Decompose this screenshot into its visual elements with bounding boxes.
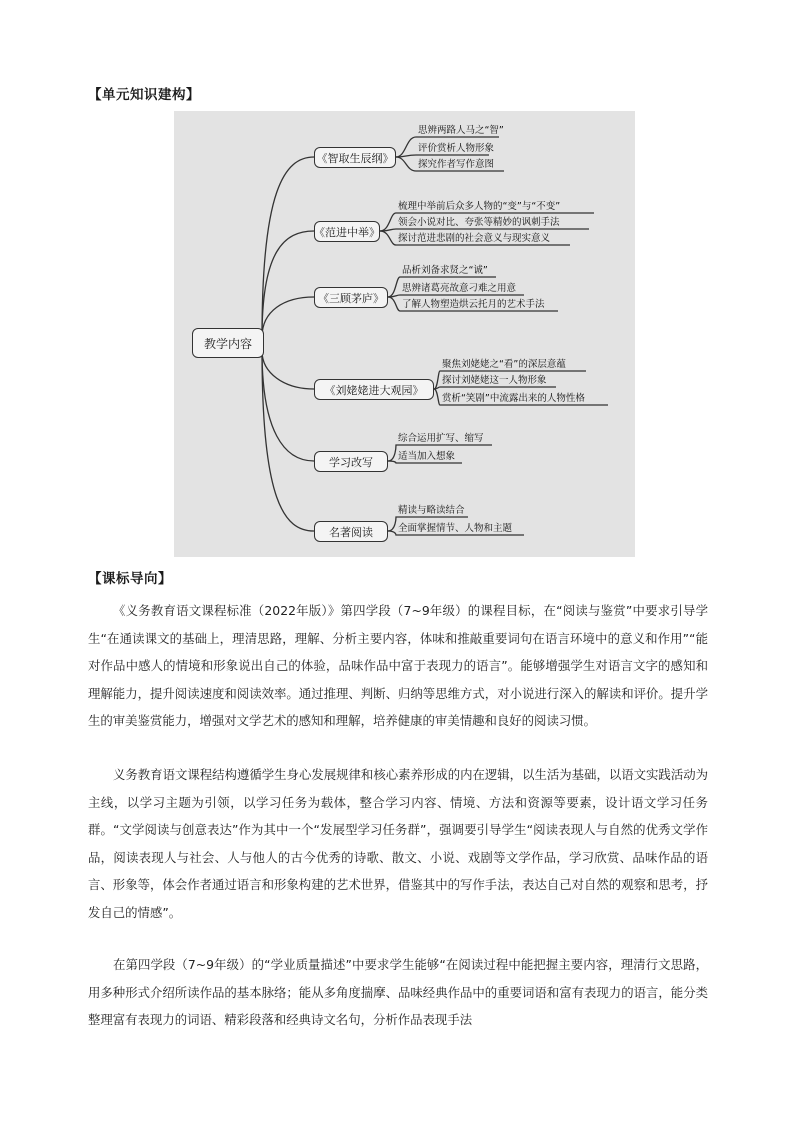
body-paragraph-3: 在第四学段（7~9年级）的“学业质量描述”中要求学生能够“在阅读过程中能把握主要内容，理清行文思路，用多种形式介绍所读作品的基本脉络；能从多角度揣摩、品味经典作品中的重要词语和富有表现力的语言，能分类整理富有表现力的词语、精彩段落和经典诗文名句，分析作品表现手法 bbox=[88, 957, 708, 1027]
mind-map-leaf: 探讨刘姥姥这一人物形象 bbox=[442, 375, 547, 386]
mind-map-leaf: 赏析“笑剧”中流露出来的人物性格 bbox=[442, 393, 585, 404]
mind-map-leaf: 思辨诸葛亮故意刁难之用意 bbox=[402, 283, 517, 294]
mind-map-leaf: 了解人物塑造烘云托月的艺术手法 bbox=[402, 299, 545, 310]
mind-map-leaf: 精读与略读结合 bbox=[398, 505, 465, 516]
mind-map-leaf: 全面掌握情节、人物和主题 bbox=[398, 523, 513, 534]
mind-map-branch-2: 《范进中举》 bbox=[314, 221, 380, 242]
mind-map-leaf: 探讨范进悲剧的社会意义与现实意义 bbox=[398, 233, 551, 244]
mind-map-leaf: 领会小说对比、夸张等精妙的讽刺手法 bbox=[398, 217, 560, 228]
mind-map-branch-4: 《刘姥姥进大观园》 bbox=[314, 379, 434, 400]
mind-map-leaf: 聚焦刘姥姥之“看”的深层意蕴 bbox=[442, 359, 566, 370]
mind-map-leaf: 品析刘备求贤之“诚” bbox=[402, 265, 488, 276]
body-paragraph-1: 《义务教育语文课程标准（2022年版）》第四学段（7~9年级）的课程目标，在“阅读与鉴赏”中要求引导学生“在通读课文的基础上，理清思路，理解、分析主要内容，体味和推敲重要词句在语言环境中的意义和作用”“能对作品中感人的情境和形象说出自己的体验，品味作品中富于表现力的语言”。能够增强学生对语言文字的感知和理解能力，提升阅读速度和阅读效率。通过推理、判断、归纳等思维方式，对小说进行深入的解读和评价。提升学生的审美鉴赏能力，增强对文学艺术的感知和理解，培养健康的审美情趣和良好的阅读习惯。 bbox=[88, 603, 708, 728]
body-paragraph-2: 义务教育语文课程结构遵循学生身心发展规律和核心素养形成的内在逻辑，以生活为基础，以语文实践活动为主线，以学习主题为引领，以学习任务为载体，整合学习内容、情境、方法和资源等要素，设计语文学习任务群。“文学阅读与创意表达”作为其中一个“发展型学习任务群”，强调要引导学生“阅读表现人与自然的优秀文学作品，阅读表现人与社会、人与他人的古今优秀的诗歌、散文、小说、戏剧等文学作品，学习欣赏、品味作品的语言、形象等，体会作者通过语言和形象构建的艺术世界，借鉴其中的写作手法，表达自己对自然的观察和思考，抒发自己的情感”。 bbox=[88, 767, 708, 920]
mind-map-branch-1: 《智取生辰纲》 bbox=[314, 147, 396, 168]
mind-map-leaf: 梳理中举前后众多人物的“变”与“不变” bbox=[398, 201, 561, 212]
section-heading-curriculum-guide: 【课标导向】 bbox=[88, 571, 172, 587]
mind-map-branch-5: 学习改写 bbox=[314, 451, 388, 472]
mind-map-branch-6: 名著阅读 bbox=[314, 521, 388, 542]
mind-map-leaf: 综合运用扩写、缩写 bbox=[398, 433, 484, 444]
mind-map-leaf: 思辨两路人马之“智” bbox=[418, 125, 504, 136]
mind-map-center-node: 教学内容 bbox=[192, 328, 264, 358]
mind-map-leaf: 评价赏析人物形象 bbox=[418, 143, 495, 154]
section-heading-unit-structure: 【单元知识建构】 bbox=[88, 87, 200, 103]
mind-map-leaf: 探究作者写作意图 bbox=[418, 159, 495, 170]
mind-map-leaf: 适当加入想象 bbox=[398, 451, 456, 462]
mind-map-diagram bbox=[174, 111, 635, 557]
mind-map-branch-3: 《三顾茅庐》 bbox=[314, 287, 388, 308]
